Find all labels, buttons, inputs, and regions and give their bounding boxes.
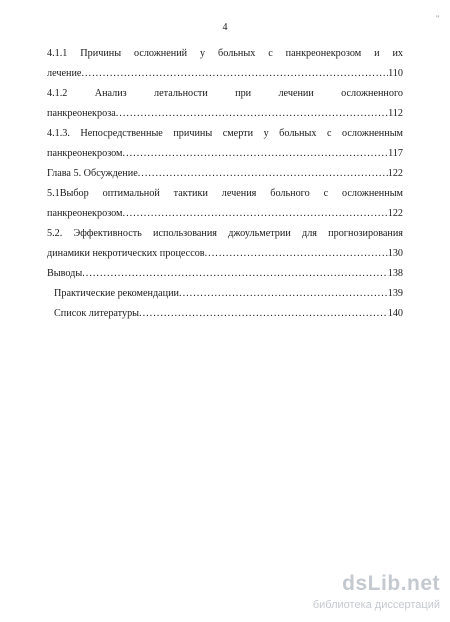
- toc-entry-recommendations[interactable]: [47, 284, 403, 304]
- toc-entry-4-1-1[interactable]: [47, 44, 403, 84]
- dot-leader: [179, 284, 388, 304]
- toc-page-number: 112: [388, 108, 403, 119]
- toc-entry-title: Глава 5. Обсуждение: [47, 168, 138, 179]
- toc-entry-4-1-2[interactable]: [47, 84, 403, 124]
- toc-entry-leader-line: [47, 64, 403, 84]
- dot-leader: [81, 64, 388, 84]
- toc-entry-title: 4.1.3. Непосредственные причины смерти у больных с осложненным: [47, 128, 403, 139]
- toc-page-number: 138: [387, 268, 403, 279]
- dot-leader: [205, 244, 388, 264]
- toc-entry-title-continued: панкреонекроза: [47, 108, 116, 119]
- toc-entry-title: 4.1.1 Причины осложнений у больных с панкреонекрозом и их: [47, 48, 403, 59]
- toc-entry-leader-line: [47, 164, 403, 184]
- dot-leader: [123, 204, 388, 224]
- toc-page-number: 122: [387, 208, 403, 219]
- toc-page-number: 122: [387, 168, 403, 179]
- toc-entry-5-1[interactable]: [47, 184, 403, 224]
- toc-page-number: 117: [388, 148, 403, 159]
- toc-entry-title: 4.1.2 Анализ летальности при лечении осложненного: [47, 88, 403, 99]
- toc-entry-leader-line: [47, 244, 403, 264]
- watermark: [300, 572, 440, 618]
- toc-entry-5-2[interactable]: [47, 224, 403, 264]
- toc-entry-references[interactable]: [47, 304, 403, 324]
- toc-entry-title: Практические рекомендации: [54, 288, 180, 299]
- watermark-subtitle: библиотека диссертаций: [312, 599, 440, 611]
- dot-leader: [123, 144, 389, 164]
- watermark-logo: dsLib.net: [342, 572, 440, 595]
- toc-entry-title-continued: панкреонекрозом: [47, 208, 123, 219]
- toc-entry-title-continued: панкреонекрозом: [47, 148, 123, 159]
- toc-entry-leader-line: [47, 284, 403, 304]
- toc-entry-leader-line: [47, 304, 403, 324]
- toc-entry-title: 5.1Выбор оптимальной тактики лечения больного с осложненным: [47, 188, 403, 199]
- toc-entry-title: Выводы: [47, 268, 83, 279]
- toc-entry-title: 5.2. Эффективность использования джоульметрии для прогнозирования: [47, 228, 403, 239]
- dot-leader: [116, 104, 388, 124]
- toc-entry-leader-line: [47, 104, 403, 124]
- toc-page-number: 140: [387, 308, 403, 319]
- toc-entry-leader-line: [47, 144, 403, 164]
- toc-entry-leader-line: [47, 204, 403, 224]
- page-number: 4: [222, 22, 228, 33]
- dot-leader: [82, 264, 388, 284]
- toc-entry-leader-line: [47, 264, 403, 284]
- toc-page-number: 110: [388, 68, 403, 79]
- toc-page-number: 130: [387, 248, 403, 259]
- dot-leader: [138, 164, 388, 184]
- table-of-contents: [47, 44, 403, 324]
- dot-leader: [139, 304, 388, 324]
- toc-entry-title-continued: динамики некротических процессов: [47, 248, 205, 259]
- toc-entry-4-1-3[interactable]: [47, 124, 403, 164]
- toc-entry-title-continued: лечение: [47, 68, 82, 79]
- toc-entry-chapter-5[interactable]: [47, 164, 403, 184]
- toc-page-number: 139: [387, 288, 403, 299]
- toc-entry-title: Список литературы: [54, 308, 140, 319]
- corner-mark: ": [436, 14, 440, 23]
- toc-entry-conclusions[interactable]: [47, 264, 403, 284]
